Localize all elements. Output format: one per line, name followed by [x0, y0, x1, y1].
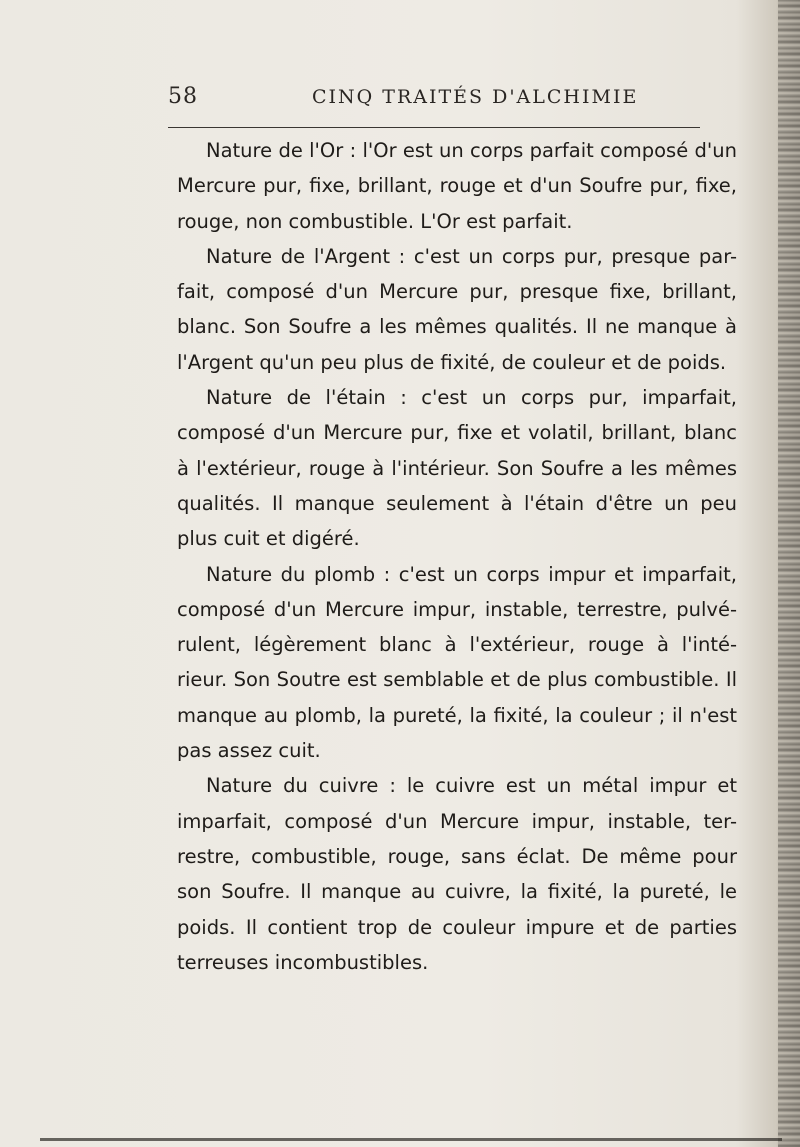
body-text	[177, 133, 737, 980]
header-rule	[168, 127, 700, 128]
paragraph-plomb: Nature du plomb : c'est un corps impur et imparfait, composé d'un Mercure impur, instable, terrestre, pulvé-rulent, légèrement blanc à l'extérieur, rouge à l'inté-rieur. Son Soutre est semblable et de plus combustible. Il manque au plomb, la pureté, la fixité, la couleur ; il n'est pas assez cuit.	[177, 562, 737, 763]
page-header	[168, 80, 728, 110]
bottom-edge-line	[40, 1138, 782, 1141]
page-number: 58	[168, 84, 198, 109]
paragraph-or: Nature de l'Or : l'Or est un corps parfait composé d'un Mercure pur, fixe, brillant, rouge et d'un Soufre pur, fixe, rouge, non combustible. L'Or est parfait.	[177, 139, 737, 233]
running-title: CINQ TRAITÉS D'ALCHIMIE	[312, 86, 639, 108]
paragraph-argent: Nature de l'Argent : c'est un corps pur, presque par-fait, composé d'un Mercure pur, presque fixe, brillant, blanc. Son Soufre a les mêmes qualités. Il ne manque à l'Argent qu'un peu plus de fixité, de couleur et de poids.	[177, 244, 737, 374]
paragraph-etain: Nature de l'étain : c'est un corps pur, imparfait, composé d'un Mercure pur, fixe et volatil, brillant, blanc à l'extérieur, rouge à l'intérieur. Son Soufre a les mêmes qualités. Il manque seulement à l'étain d'être un peu plus cuit et digéré.	[177, 386, 737, 551]
page-edge-shadow	[778, 0, 800, 1147]
paragraph-cuivre: Nature du cuivre : le cuivre est un métal impur et imparfait, composé d'un Mercure impur, instable, ter-restre, combustible, rouge, sans éclat. De même pour son Soufre. Il manque au cuivre, la fixité, la pureté, le poids. Il contient trop de couleur impure et de parties terreuses incombustibles.	[177, 774, 737, 974]
